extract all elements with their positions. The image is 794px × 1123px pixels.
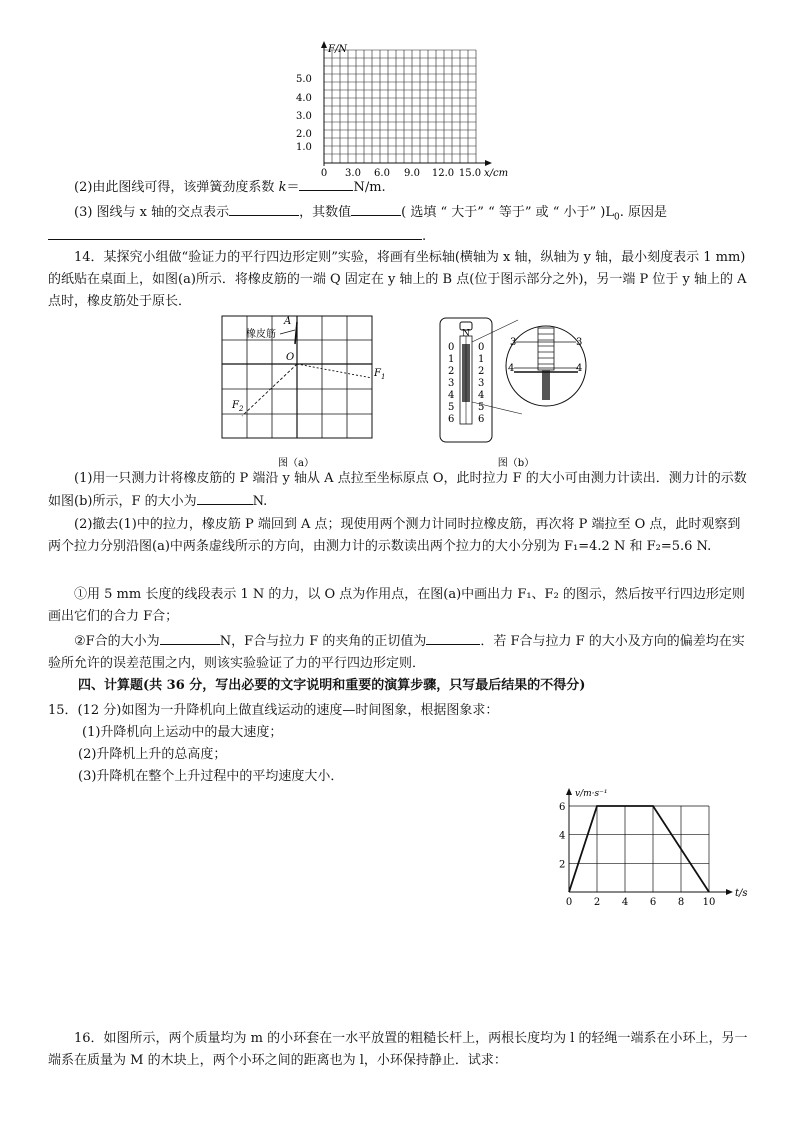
- q15-stem: 15．(12 分)如图为一升降机向上做直线运动的速度—时间图象，根据图象求：: [48, 703, 499, 718]
- q16-stem: 16．如图所示，两个质量均为 m 的小环套在一水平放置的粗糙长杆上，两根长度均为 l 的轻绳一端系在小环上，另一端系在质量为 M 的木块上，两个小环之间的距离也为 l，小环保持静止．试求：: [48, 1031, 748, 1068]
- answer-blank-k[interactable]: [299, 176, 353, 191]
- section-4-heading: 四、计算题(共 36 分，写出必要的文字说明和重要的演算步骤，只写最后结果的不得分): [78, 678, 586, 693]
- label-n: N: [462, 329, 470, 339]
- x-tick-label: 0: [565, 897, 573, 908]
- q14-step2-text-a: ②F合的大小为: [74, 634, 160, 649]
- y-tick-label: 2: [559, 859, 566, 871]
- q13-part2-text: (2)由此图线可得，该弹簧劲度系数: [74, 180, 279, 195]
- scale-number: 5: [448, 402, 455, 413]
- label-o: O: [286, 352, 295, 363]
- velocity-series-line: [569, 806, 709, 892]
- x-axis-arrow: [485, 160, 492, 166]
- y-tick-label: 5.0: [296, 74, 312, 85]
- x-tick-label: 0: [320, 168, 328, 179]
- figure-a-coordinate-paper: [220, 314, 385, 479]
- scale-number: 1: [478, 354, 485, 365]
- chart-y-ticks: [559, 802, 565, 870]
- x-tick-label: 3.0: [345, 168, 361, 179]
- unit-text: N/m.: [353, 180, 386, 195]
- chart-x-axis-arrow: [726, 889, 733, 895]
- answer-blank-compare[interactable]: [351, 201, 401, 216]
- answer-blank-resultant[interactable]: [160, 630, 220, 645]
- q14-part1-text: (1)用一只测力计将橡皮筋的 P 端沿 y 轴从 A 点拉至坐标原点 O，此时拉力 F 的大小可由测力计读出．测力计的示数如图(b)所示，F 的大小为: [48, 471, 747, 509]
- q14-step2-text-c: ．若 F合与拉力 F 的大小及方向的偏差均在实验所允许的误差范围之内，则该实验验证了力的平行四边形定则．: [48, 634, 745, 671]
- q14-intro: 14．某探究小组做“验证力的平行四边形定则”实验，将画有坐标轴(横轴为 x 轴，纵轴为 y 轴，最小刻度表示 1 mm)的纸贴在桌面上，如图(a)所示．将橡皮筋的一端 Q 固定在 y 轴上的 B 点(位于图示部分之外)，另一端 P 位于 y 轴上的 A 点时，橡皮筋处于原长．: [48, 250, 747, 309]
- y-tick-label: 3.0: [296, 111, 312, 122]
- zoom-pointer: [542, 370, 550, 400]
- y-tick-label: 4: [559, 830, 566, 842]
- x-tick-label: 6: [649, 897, 657, 908]
- zoom-label-right-3: 3: [576, 337, 583, 348]
- k-symbol: k: [278, 180, 287, 195]
- y-tick-label: 4.0: [296, 93, 312, 104]
- band-label-leader: [280, 330, 295, 334]
- scale-number: 2: [478, 366, 485, 377]
- zoom-label-right-4: 4: [576, 363, 583, 374]
- y-tick-label: 6: [559, 802, 566, 813]
- chart-grid: [569, 806, 709, 892]
- x-tick-label: 4: [621, 897, 629, 908]
- f1-dashed-line: [297, 364, 372, 378]
- q15-part1: (1)升降机向上运动中的最大速度；: [82, 725, 283, 740]
- y-axis-arrow: [321, 41, 327, 48]
- unit-n: N.: [252, 494, 268, 509]
- scale-number: 0: [448, 342, 455, 353]
- x-tick-label: 8: [677, 897, 685, 908]
- scale-number: 5: [478, 402, 485, 413]
- figure-b-spring-scale: [434, 314, 584, 479]
- scale-number: 4: [478, 390, 485, 401]
- scale-number: 3: [478, 378, 485, 389]
- answer-blank-reason[interactable]: [48, 225, 422, 240]
- q13-part2: [48, 176, 748, 199]
- y-tick-label: 1.0: [296, 142, 312, 153]
- q13-part3-text-c: ( 选填 “ 大于” “ 等于” 或 “ 小于” )L: [401, 205, 615, 220]
- chart-y-axis-arrow: [566, 788, 572, 795]
- subscript-0: 0: [614, 212, 620, 223]
- figure-b-caption: 图（b）: [497, 458, 535, 469]
- q13-part3-text-d: . 原因是: [619, 205, 668, 220]
- scale-right-numbers: [478, 342, 484, 425]
- chart-x-ticks: [566, 897, 716, 908]
- y-axis-label: F/N: [328, 44, 348, 55]
- scale-number: 6: [448, 414, 455, 425]
- chart-x-label: t/s: [735, 888, 748, 899]
- graph-grid: [324, 50, 476, 163]
- q15-part2: (2)升降机上升的总高度；: [78, 747, 227, 762]
- scale-left-numbers: [448, 342, 454, 425]
- q14-part1: [48, 468, 748, 513]
- figure-a-caption: 图（a）: [278, 458, 314, 469]
- label-f2: $F_2$: [232, 400, 244, 413]
- x-tick-label: 6.0: [374, 168, 390, 179]
- q13-reason-line: [48, 225, 748, 248]
- q14-part2-step1: ①用 5 mm 长度的线段表示 1 N 的力，以 O 点为作用点，在图(a)中画出力 F₁、F₂ 的图示，然后按平行四边形定则画出它们的合力 F合；: [48, 587, 745, 624]
- scale-number: 6: [478, 414, 485, 425]
- x-tick-label: 2: [593, 897, 601, 908]
- q14-part2: (2)撤去(1)中的拉力，橡皮筋 P 端回到 A 点；现使用两个测力计同时拉橡皮筋，再次将 P 端拉至 O 点，此时观察到两个拉力分别沿图(a)中两条虚线所示的方向，由测力计的示数读出两个拉力的大小分别为 F₁=4.2 N 和 F₂=5.6 N.: [48, 517, 741, 554]
- scale-number: 2: [448, 366, 455, 377]
- x-tick-label: 9.0: [404, 168, 420, 179]
- y-tick-label: 2.0: [296, 129, 312, 140]
- scale-number: 3: [448, 378, 455, 389]
- label-rubber-band: 橡皮筋: [246, 329, 276, 340]
- zoom-spring-coils: [538, 334, 554, 364]
- force-extension-graph: [290, 40, 509, 180]
- x-axis-label: x/cm: [484, 168, 509, 179]
- equals-sign: ＝: [286, 180, 300, 195]
- label-f1: $F_1$: [374, 368, 386, 381]
- scale-number: 0: [478, 342, 485, 353]
- scale-number: 4: [448, 390, 455, 401]
- answer-blank-force[interactable]: [197, 490, 253, 505]
- label-a: A: [284, 316, 292, 327]
- x-tick-label: 12.0: [431, 168, 455, 179]
- q14-part2-step2: [48, 630, 748, 675]
- chart-y-label: v/m·s⁻¹: [575, 789, 608, 799]
- q14-step2-text-b: N，F合与拉力 F 的夹角的正切值为: [219, 634, 427, 649]
- f2-dashed-line: [242, 364, 297, 416]
- q13-part3-text-b: ，其数值: [299, 205, 352, 220]
- answer-blank-tangent[interactable]: [426, 630, 480, 645]
- velocity-time-chart: [545, 784, 765, 908]
- x-tick-label: 10: [702, 897, 716, 908]
- zoom-label-left-4: 4: [508, 363, 515, 374]
- q13-part3-text-a: (3) 图线与 x 轴的交点表示: [74, 205, 230, 220]
- scale-number: 1: [448, 354, 455, 365]
- answer-blank-intercept[interactable]: [229, 201, 299, 216]
- x-tick-label: 15.0: [458, 168, 482, 179]
- zoom-label-left-3: 3: [510, 337, 517, 348]
- period: .: [422, 229, 427, 244]
- q15-part3: (3)升降机在整个上升过程中的平均速度大小．: [78, 769, 344, 784]
